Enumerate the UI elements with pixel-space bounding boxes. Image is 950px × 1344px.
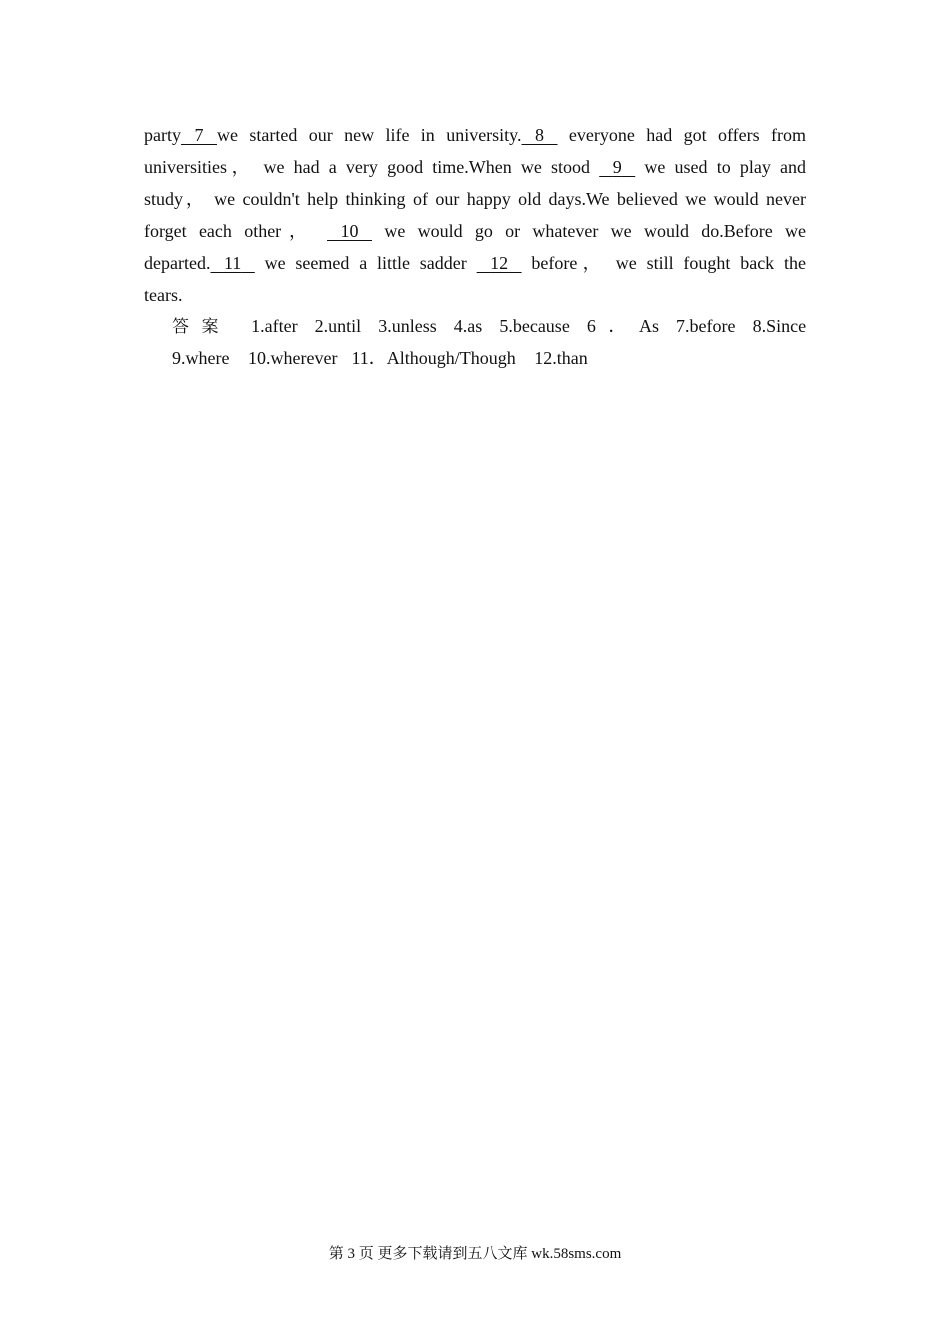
blank-7: 7 (194, 125, 204, 145)
passage-line: departed. 11 we seemed a little sadder 12 before， we still fought back the (144, 247, 806, 279)
answer-item: 5.because (499, 316, 570, 336)
answer-label: 答案 (172, 317, 232, 337)
passage-line: universities， we had a very good time.When we stood 9 we used to play and (144, 151, 806, 183)
passage-line: forget each other， 10 we would go or whatever we would do.Before we (144, 215, 806, 247)
answer-item: 9.where (172, 348, 230, 368)
passage-line: party 7 we started our new life in university. 8 everyone had got offers from (144, 119, 806, 151)
blank-9: 9 (612, 157, 622, 177)
answer-item: 7.before (676, 316, 736, 336)
answer-item: 12.than (534, 348, 588, 368)
answer-item: 1.after (251, 316, 298, 336)
blank-10: 10 (340, 221, 359, 241)
blank-8: 8 (535, 125, 545, 145)
answer-key (172, 310, 806, 374)
answer-item: 4.as (453, 316, 483, 336)
blank-12: 12 (490, 253, 509, 273)
answer-item: 8.Since (752, 316, 807, 336)
answer-item: 6．As (586, 316, 659, 336)
answer-item: 3.unless (378, 316, 437, 336)
answer-item: 2.until (314, 316, 362, 336)
blank-11: 11 (223, 253, 242, 273)
answer-item: 11．Although/Though (351, 348, 516, 368)
page-footer: 第 3 页 更多下载请到五八文库 wk.58sms.com (328, 1246, 622, 1262)
answer-row (172, 342, 806, 374)
answer-row (172, 310, 806, 342)
passage-line: study， we couldn't help thinking of our happy old days.We believed we would never (144, 189, 806, 209)
answer-item: 10.wherever (247, 348, 338, 368)
passage-line: tears. (144, 285, 183, 305)
passage-paragraph (144, 119, 806, 311)
